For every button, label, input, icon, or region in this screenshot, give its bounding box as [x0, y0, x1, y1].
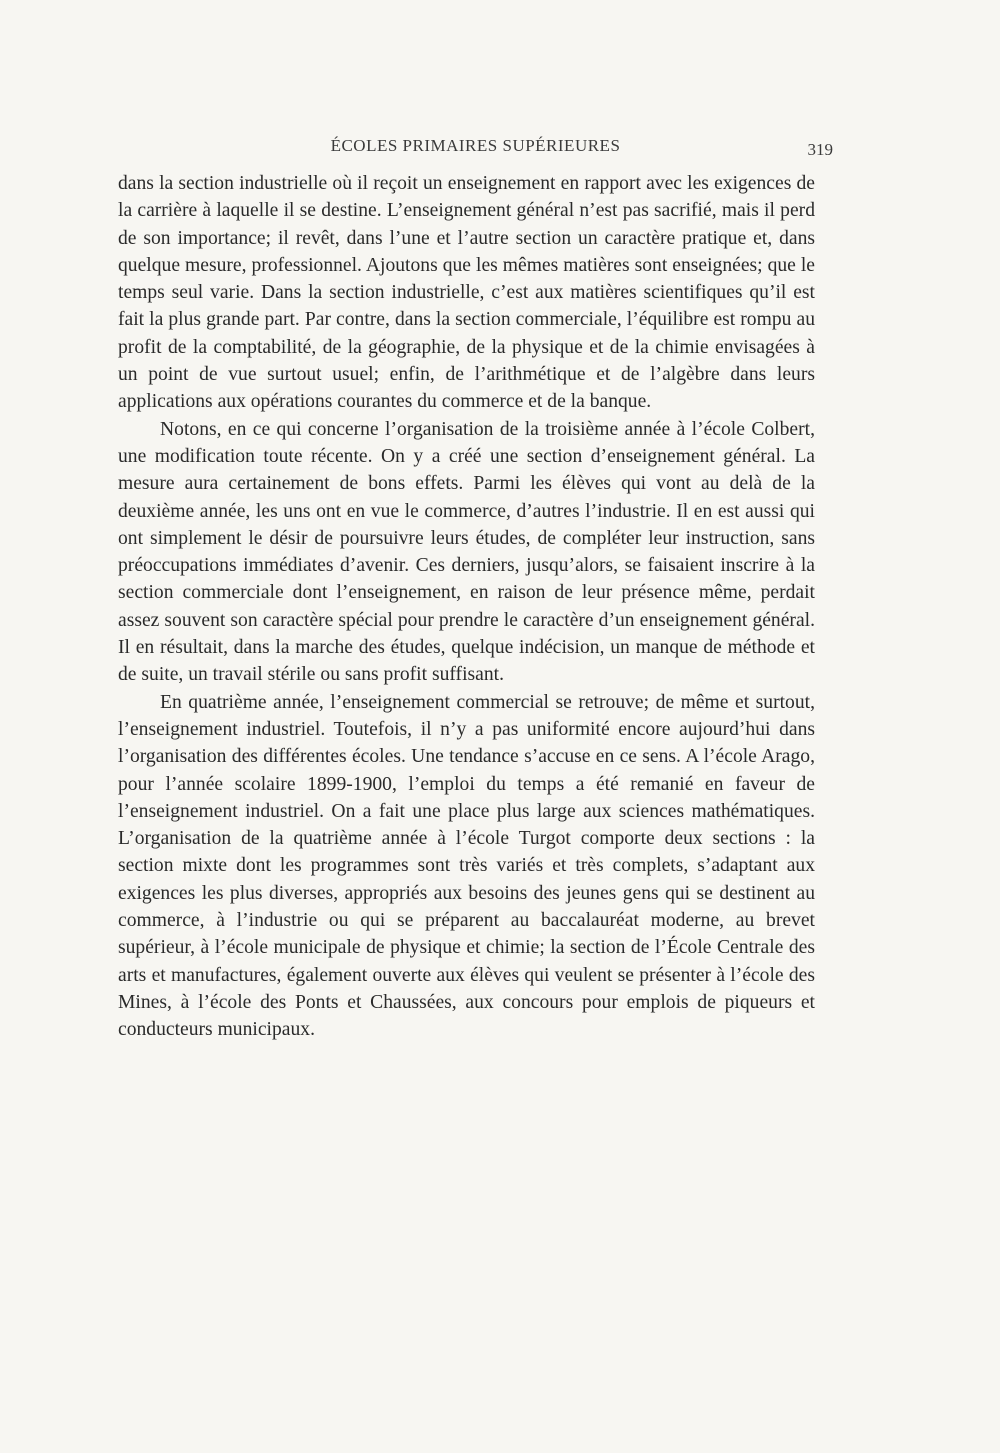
paragraph-fourth-year: En quatrième année, l’enseignement commercial se retrouve; de même et surtout, l’enseignement industriel. Toutefois, il n’y a pas uniformité encore aujourd’hui dans l’organisation des différentes écoles. Une tendance s’accuse en ce sens. A l’école Arago, pour l’année scolaire 1899-1900, l’emploi du temps a été remanié en faveur de l’enseignement industriel. On a fait une place plus large aux sciences mathématiques. L’organisation de la quatrième année à l’école Turgot comporte deux sections : la section mixte dont les programmes sont très variés et très complets, s’adaptant aux exigences les plus diverses, appropriés aux besoins des jeunes gens qui se destinent au commerce, à l’industrie ou qui se préparent au baccalauréat moderne, au brevet supérieur, à l’école municipale de physique et chimie; la section de l’École Centrale des arts et manufactures, également ouverte aux élèves qui veulent se présenter à l’école des Mines, à l’école des Ponts et Chaussées, aux concours pour emplois de piqueurs et conducteurs municipaux. — [118, 691, 815, 1041]
paragraph-colbert: Notons, en ce qui concerne l’organisation de la troisième année à l’école Colbert, une modification toute récente. On y a créé une section d’enseignement général. La mesure aura certainement de bons effets. Parmi les élèves qui vont au delà de la deuxième année, les uns ont en vue le commerce, d’autres l’industrie. Il en est aussi qui ont simplement le désir de poursuivre leurs études, de compléter leur instruction, sans préoccupations immédiates d’avenir. Ces derniers, jusqu’alors, se faisaient inscrire à la section commerciale dont l’enseignement, en raison de leur présence même, perdait assez souvent son caractère spécial pour prendre le caractère d’un enseignement général. Il en résultait, dans la marche des études, quelque indécision, un manque de méthode et de suite, un travail stérile ou sans profit suffisant. — [118, 418, 815, 686]
paragraph-continuation: dans la section industrielle où il reçoit un enseignement en rapport avec les exigences de la carrière à laquelle il se destine. L’enseignement général n’est pas sacrifié, mais il perd de son importance; il revêt, dans l’une et l’autre section un caractère pratique et, dans quelque mesure, professionnel. Ajoutons que les mêmes matières sont enseignées; que le temps seul varie. Dans la section industrielle, c’est aux matières scientifiques qu’il est fait la plus grande part. Par contre, dans la section commerciale, l’équilibre est rompu au profit de la comptabilité, de la géographie, de la physique et de la chimie envisagées à un point de vue surtout usuel; enfin, de l’arithmétique et de l’algèbre dans leurs applications aux opérations courantes du commerce et de la banque. — [118, 173, 815, 413]
running-head — [118, 136, 833, 162]
page-number: 319 — [807, 140, 833, 159]
running-title: ÉCOLES PRIMAIRES SUPÉRIEURES — [330, 136, 621, 155]
body-text — [118, 170, 815, 1044]
